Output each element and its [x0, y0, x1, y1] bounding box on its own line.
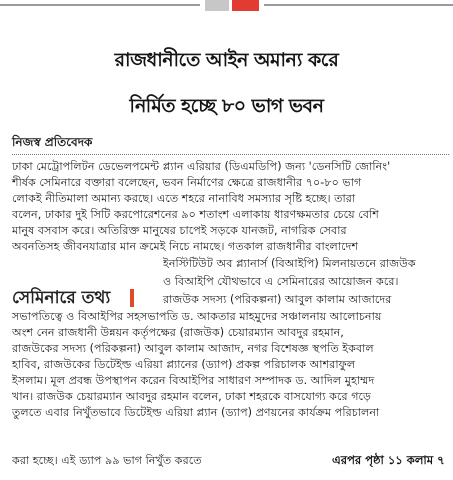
- top-rule-right: [264, 4, 453, 6]
- body-line: লোকই নীতিমালা অমান্য করছে। এতে শহরে নানাবিধ সমস্যার সৃষ্টি হচ্ছে। তারা: [12, 192, 356, 205]
- body-line: করা হচ্ছে। এই ড্যাপ ৯৯ ভাগ নিখুঁত করতে: [12, 454, 202, 467]
- section-heading-accent-bar: [130, 289, 134, 307]
- body-line: ইসলাম। মূল প্রবন্ধ উপস্থাপন করেন বিআইপির সাধারণ সম্পাদক ড. আদিল মুহাম্মদ: [12, 374, 375, 387]
- headline-line-2: নির্মিত হচ্ছে ৮০ ভাগ ভবন: [129, 95, 324, 117]
- body-line: রাজউক সদস্য (পরিকল্পনা) আবুল কালাম আজাদের: [163, 293, 392, 306]
- byline: নিজস্ব প্রতিবেদক: [12, 135, 93, 149]
- body-line: সভাপতিত্বে ও বিআইপির সহসভাপতি ড. আকতার মাহমুদের সঞ্চালনায় আলোচনায়: [12, 310, 382, 323]
- body-line: শীর্ষক সেমিনারে বক্তারা বলেছেন, ভবন নির্মাণের ক্ষেত্রে রাজধানীর ৭০-৮০ ভাগ: [12, 176, 362, 189]
- body-line: রাজউকের সদস্য (পরিকল্পনা) আবুল কালাম আজাদ, নগর বিশেষজ্ঞ স্থপতি ইকবাল: [12, 342, 374, 355]
- byline-divider: [12, 154, 449, 155]
- top-rule-left: [0, 4, 200, 6]
- body-line: ও বিআইপি যৌথভাবে এ সেমিনারের আয়োজন করে।: [163, 275, 399, 288]
- body-line: ইনস্টিটিউট অব প্ল্যানার্স (বিআইপি) মিলনায়তনে রাজউক: [163, 257, 416, 270]
- body-line: বলেন, ঢাকার দুই সিটি করপোরেশনের ৯০ শতাংশ এলাকায় ধারণক্ষমতার চেয়ে বেশি: [12, 208, 379, 221]
- headline-line-1: রাজধানীতে আইন অমান্য করে: [114, 49, 339, 71]
- section-heading: সেমিনারে তথ্য: [12, 288, 111, 308]
- body-line: অংশ নেন রাজধানী উন্নয়ন কর্তৃপক্ষের (রাজউক) চেয়ারম্যান আবদুর রহমান,: [12, 326, 344, 339]
- body-line: খান। রাজউক চেয়ারম্যান আবদুর রহমান বলেন, ঢাকা শহরকে বাসযোগ্য করে গড়ে: [12, 390, 372, 403]
- section-logo-tab: [205, 0, 259, 11]
- body-line: হাবিব, রাজউকের ডিটেইল্ড এরিয়া প্ল্যানের (ড্যাপ) প্রকল্প পরিচালক আশরাফুল: [12, 358, 356, 371]
- body-line: তুলতে এবার নিখুঁতভাবে ডিটেইল্ড এরিয়া প্ল্যান (ড্যাপ) প্রণয়নের কার্যক্রম পরিচালনা: [12, 406, 380, 419]
- page-top-strip: [0, 0, 453, 12]
- body-line: অবনতিসহ জীবনযাত্রার মান ক্রমেই নিচে নামছে। গতকাল রাজধানীর বাংলাদেশ: [12, 240, 359, 253]
- body-line: মানুষ বসবাস করে। অতিরিক্ত মানুষের চাপেই সড়কে যানজট, নাগরিক সেবার: [12, 224, 347, 237]
- body-line: ঢাকা মেট্রোপলিটন ডেভেলপমেন্ট প্ল্যান এরিয়ার (ডিএমডিপি) জন্য 'ডেনসিটি জোনিং': [12, 160, 391, 173]
- continued-on-page-note: এরপর পৃষ্ঠা ১১ কলাম ৭: [332, 453, 445, 467]
